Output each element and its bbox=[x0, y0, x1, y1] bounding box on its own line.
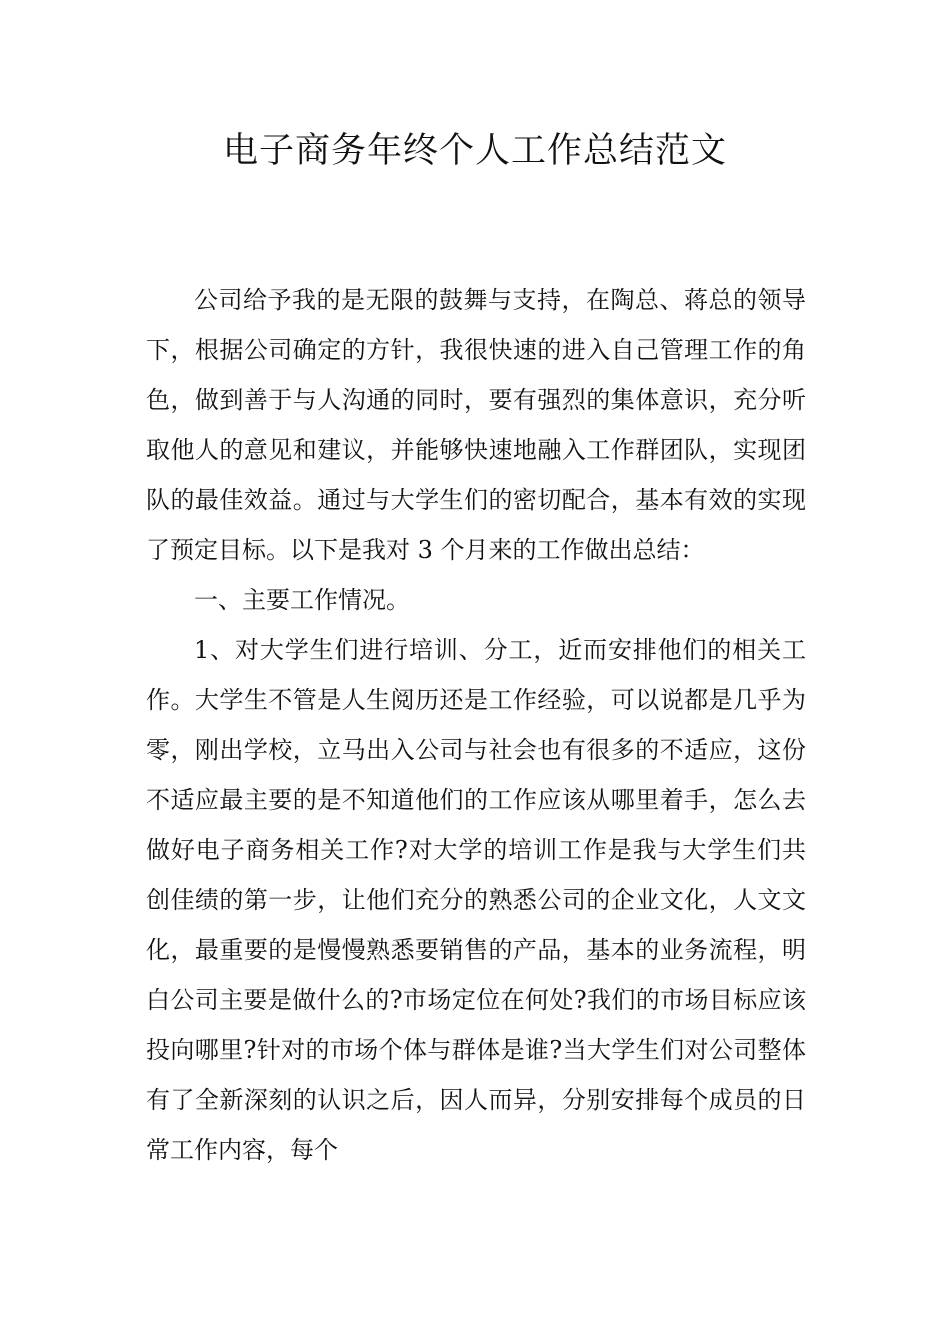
section-heading-main-work: 一、主要工作情况。 bbox=[194, 586, 410, 614]
paragraph-item-1: 1、对大学生们进行培训、分工，近而安排他们的相关工作。大学生不管是人生阅历还是工作经验，可以说都是几乎为零，刚出学校，立马出入公司与社会也有很多的不适应，这份不适应最主要的是不知道他们的工作应该从哪里着手，怎么去做好电子商务相关工作?对大学的培训工作是我与大学生们共创佳绩的第一步，让他们充分的熟悉公司的企业文化，人文文化，最重要的是慢慢熟悉要销售的产品，基本的业务流程，明白公司主要是做什么的?市场定位在何处?我们的市场目标应该投向哪里?针对的市场个体与群体是谁?当大学生们对公司整体有了全新深刻的认识之后，因人而异，分别安排每个成员的日常工作内容，每个 bbox=[146, 636, 806, 1164]
paragraph-intro: 公司给予我的是无限的鼓舞与支持，在陶总、蒋总的领导下，根据公司确定的方针，我很快速的进入自己管理工作的角色，做到善于与人沟通的同时，要有强烈的集体意识，充分听取他人的意见和建议，并能够快速地融入工作群团队，实现团队的最佳效益。通过与大学生们的密切配合，基本有效的实现了预定目标。以下是我对 3 个月来的工作做出总结： bbox=[146, 286, 806, 564]
document-body bbox=[146, 275, 806, 1175]
document-title: 电子商务年终个人工作总结范文 bbox=[222, 131, 727, 171]
